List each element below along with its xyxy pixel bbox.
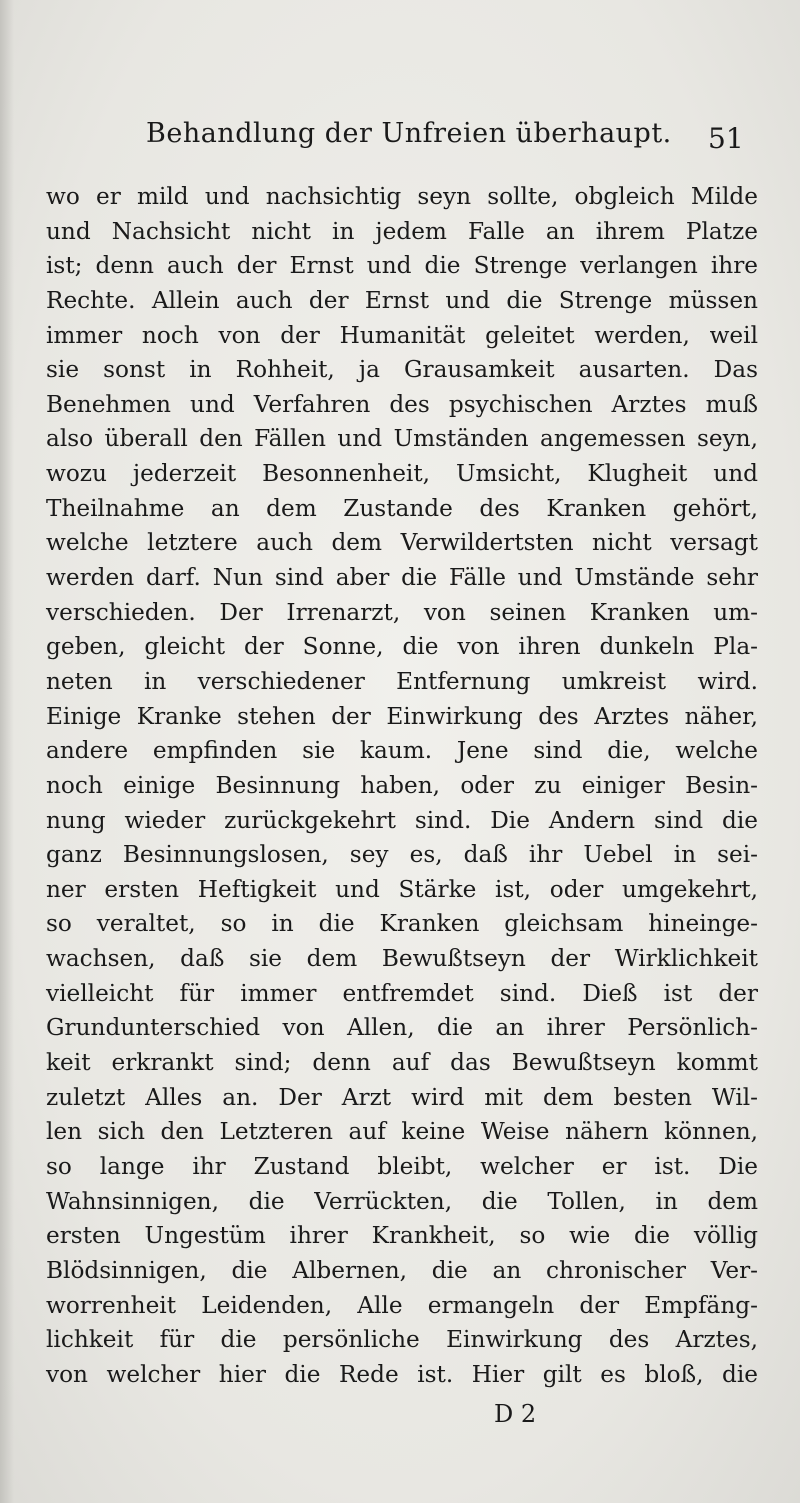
text-line: neten in verschiedener Entfernung umkreist wird. [46, 667, 758, 695]
text-line: len sich den Letzteren auf keine Weise nähern können, [46, 1118, 758, 1146]
text-line: wachsen, daß sie dem Bewußtseyn der Wirklichkeit [46, 945, 758, 973]
text-line: Rechte. Allein auch der Ernst und die Strenge müssen [46, 286, 758, 314]
text-line: ner ersten Heftigkeit und Stärke ist, oder umgekehrt, [46, 875, 758, 903]
text-line: zuletzt Alles an. Der Arzt wird mit dem besten Wil- [46, 1083, 758, 1111]
text-line: also überall den Fällen und Umständen angemessen seyn, [46, 425, 758, 453]
text-line: Grundunterschied von Allen, die an ihrer Persönlich- [46, 1014, 758, 1042]
text-line: nung wieder zurückgekehrt sind. Die Andern sind die [46, 806, 758, 834]
text-line: Benehmen und Verfahren des psychischen Arztes muß [46, 390, 758, 418]
text-line: noch einige Besinnung haben, oder zu einiger Besin- [46, 771, 758, 799]
text-line: Wahnsinnigen, die Verrückten, die Tollen, in dem [46, 1187, 758, 1215]
text-line: und Nachsicht nicht in jedem Falle an ihrem Platze [46, 217, 758, 245]
text-line: ersten Ungestüm ihrer Krankheit, so wie die völlig [46, 1222, 758, 1250]
text-line: sie sonst in Rohheit, ja Grausamkeit ausarten. Das [46, 356, 758, 384]
text-line: werden darf. Nun sind aber die Fälle und Umstände sehr [46, 564, 758, 592]
body-text [46, 180, 758, 1392]
text-line: vielleicht für immer entfremdet sind. Dieß ist der [46, 979, 758, 1007]
text-line: Einige Kranke stehen der Einwirkung des Arztes näher, [46, 702, 758, 730]
text-line: ist; denn auch der Ernst und die Strenge verlangen ihre [46, 252, 758, 280]
text-line: immer noch von der Humanität geleitet werden, weil [46, 321, 758, 349]
text-line: ganz Besinnungslosen, sey es, daß ihr Uebel in sei- [46, 841, 758, 869]
text-line: verschieden. Der Irrenarzt, von seinen Kranken um- [46, 598, 758, 626]
text-line: wozu jederzeit Besonnenheit, Umsicht, Klugheit und [46, 460, 758, 488]
text-line: wo er mild und nachsichtig seyn sollte, obgleich Milde [46, 183, 758, 210]
text-line: so veraltet, so in die Kranken gleichsam hineinge- [46, 910, 758, 938]
running-head: Behandlung der Unfreien überhaupt. [146, 118, 672, 149]
text-line: keit erkrankt sind; denn auf das Bewußtseyn kommt [46, 1049, 758, 1077]
printer-signature-mark: D 2 [494, 1400, 537, 1428]
page-number: 51 [708, 122, 744, 155]
text-line: geben, gleicht der Sonne, die von ihren dunkeln Pla- [46, 633, 758, 661]
text-line: lichkeit für die persönliche Einwirkung des Arztes, [46, 1326, 758, 1354]
text-line: Blödsinnigen, die Albernen, die an chronischer Ver- [46, 1256, 758, 1284]
text-line: so lange ihr Zustand bleibt, welcher er ist. Die [46, 1152, 758, 1180]
text-line: welche letztere auch dem Verwildertsten nicht versagt [46, 529, 758, 557]
text-line: Theilnahme an dem Zustande des Kranken gehört, [46, 494, 758, 522]
text-line: andere empfinden sie kaum. Jene sind die, welche [46, 737, 758, 765]
text-line: worrenheit Leidenden, Alle ermangeln der Empfäng- [46, 1291, 758, 1319]
text-line: von welcher hier die Rede ist. Hier gilt es bloß, die [46, 1360, 758, 1388]
